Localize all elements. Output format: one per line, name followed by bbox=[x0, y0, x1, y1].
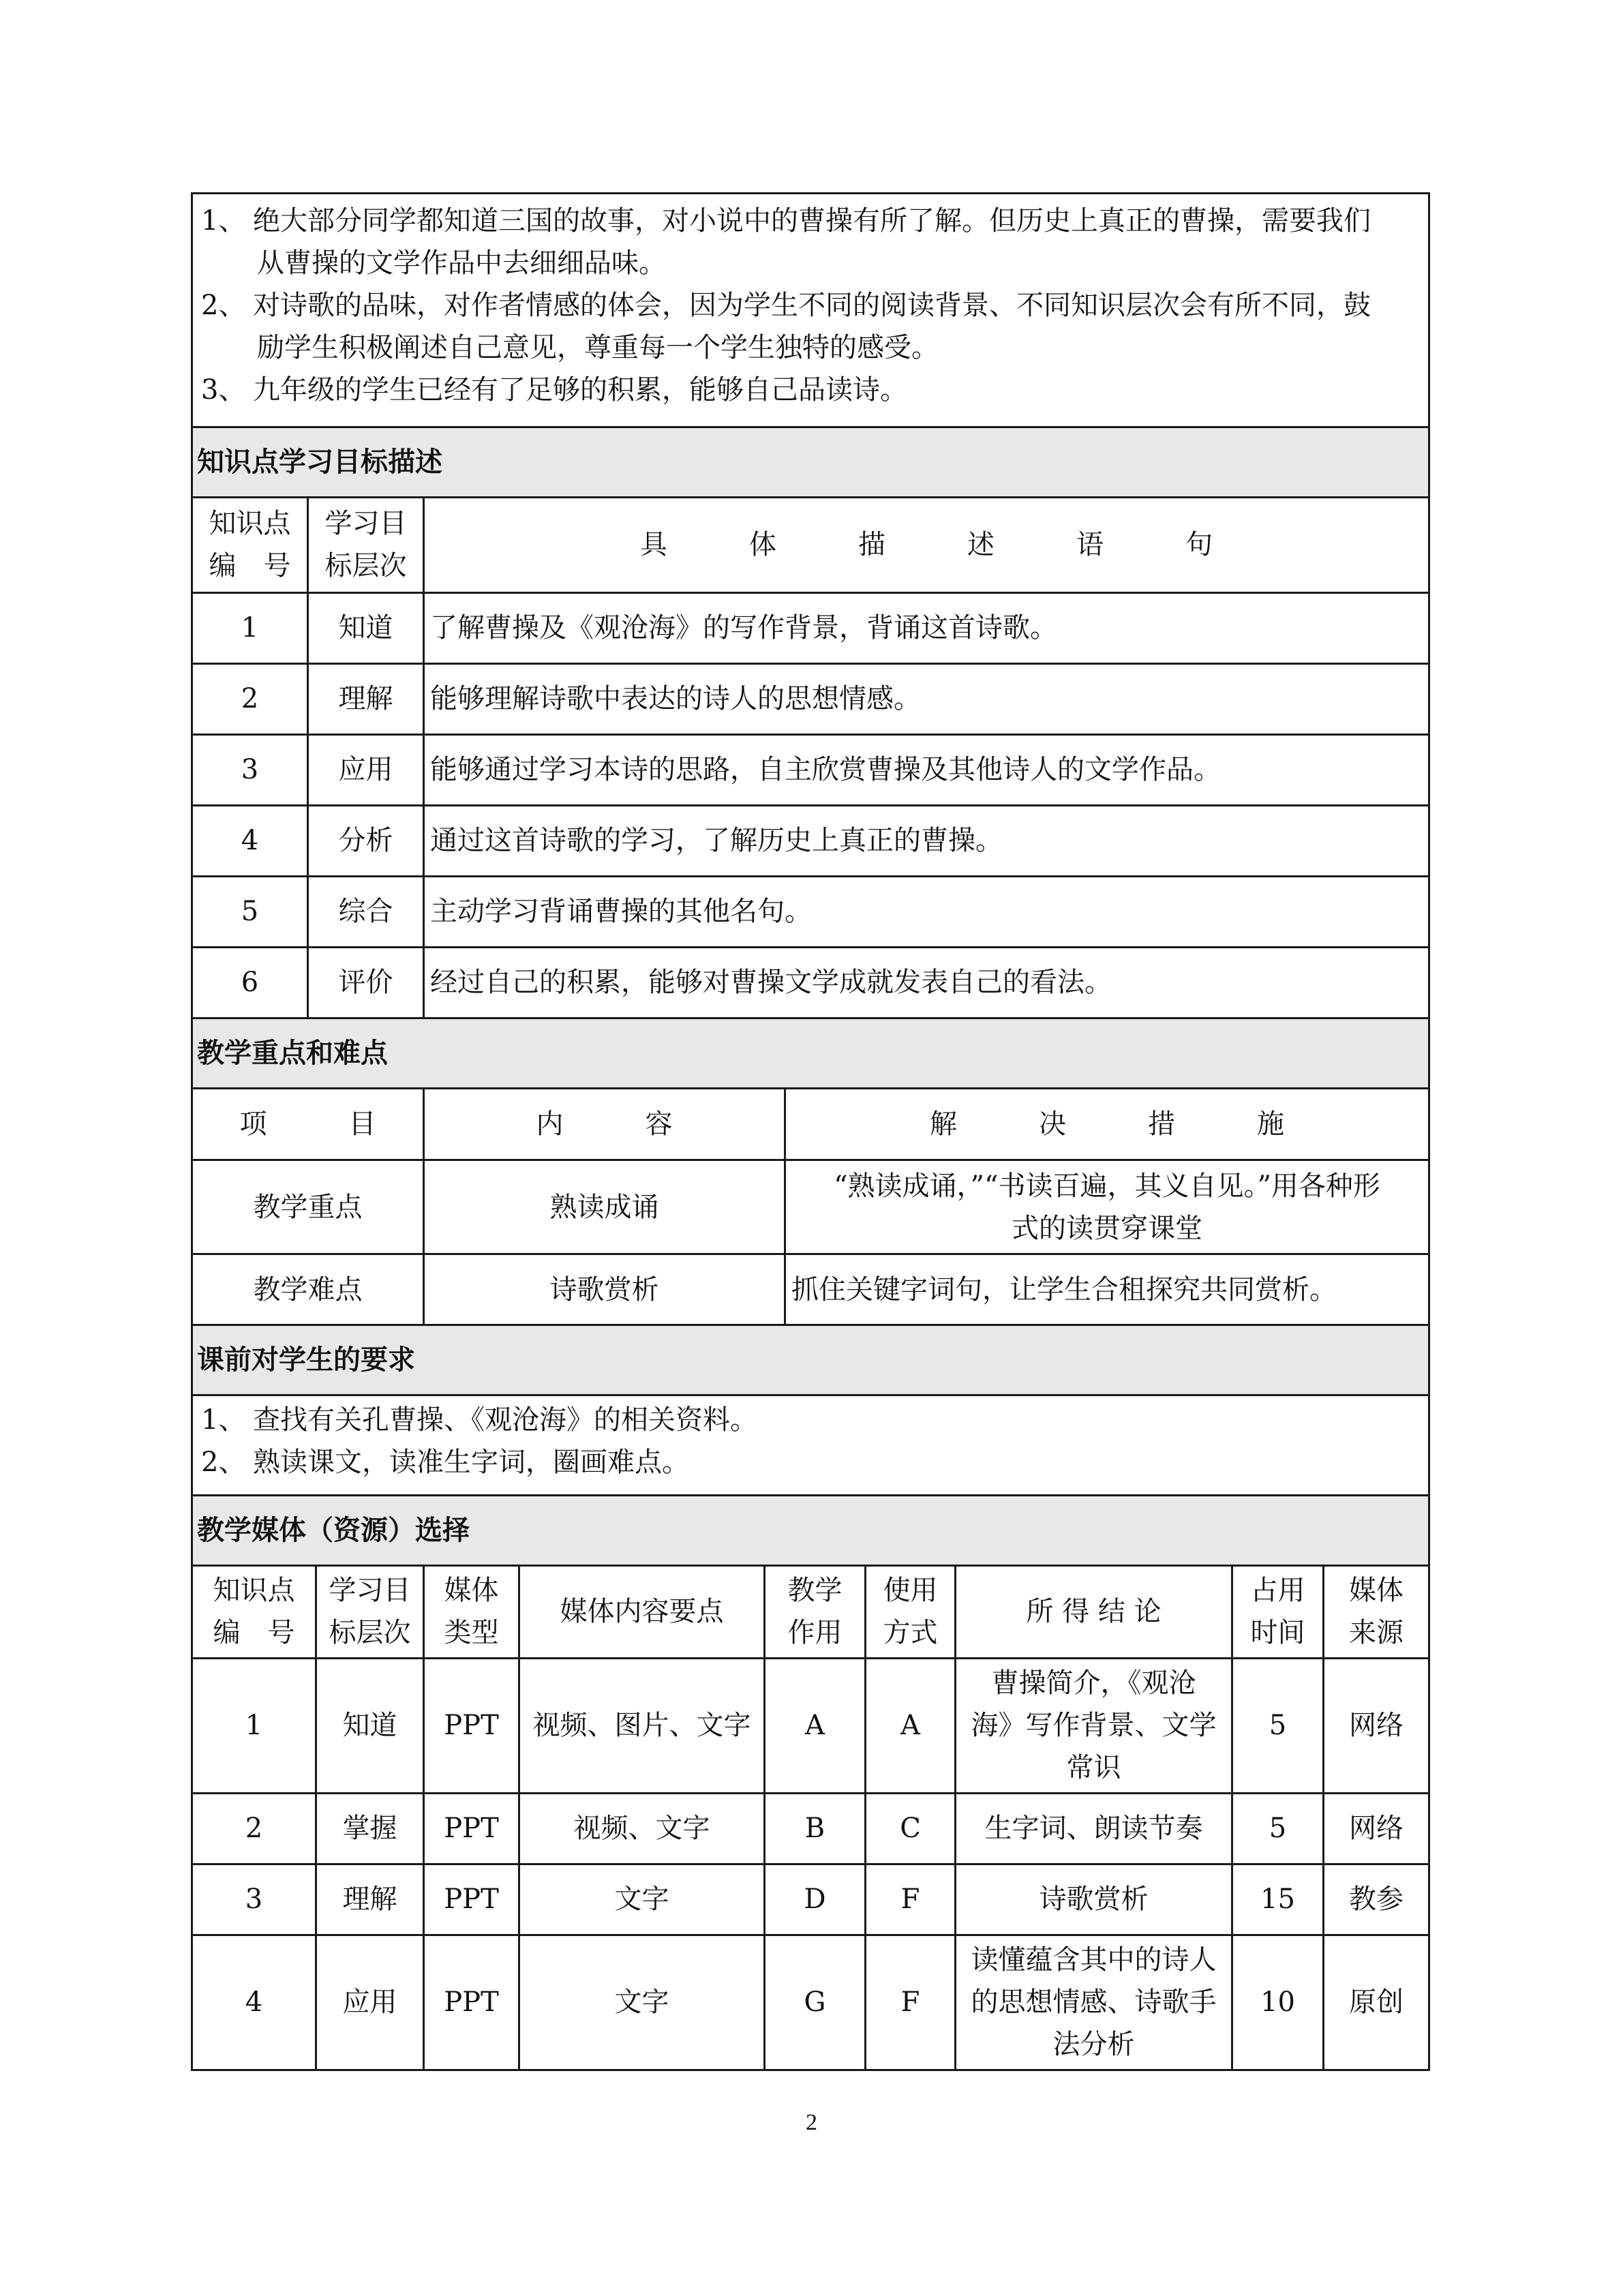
media-time: 15 bbox=[1232, 1864, 1324, 1935]
goal-desc: 能够理解诗歌中表达的诗人的思想情感。 bbox=[424, 663, 1429, 734]
media-level: 知道 bbox=[316, 1658, 424, 1793]
goal-row bbox=[192, 876, 1429, 947]
intro-num: 1、 bbox=[201, 205, 246, 237]
media-row bbox=[192, 1935, 1429, 2070]
intro-text-cont: 励学生积极阐述自己意见，尊重每一个学生独特的感受。 bbox=[257, 332, 939, 363]
goal-row bbox=[192, 734, 1429, 805]
req-cell bbox=[192, 1395, 1429, 1496]
goal-num: 3 bbox=[192, 734, 308, 805]
goal-desc: 主动学习背诵曹操的其他名句。 bbox=[424, 876, 1429, 947]
key-item: 教学重点 bbox=[192, 1160, 424, 1254]
intro-text: 绝大部分同学都知道三国的故事，对小说中的曹操有所了解。但历史上真正的曹操，需要我们 bbox=[253, 205, 1371, 237]
media-result: 读懂蕴含其中的诗人 的思想情感、诗歌手 法分析 bbox=[956, 1935, 1232, 2070]
media-level: 理解 bbox=[316, 1864, 424, 1935]
key-row bbox=[192, 1254, 1429, 1325]
media-content: 文字 bbox=[519, 1935, 765, 2070]
goal-desc: 能够通过学习本诗的思路，自主欣赏曹操及其他诗人的文学作品。 bbox=[424, 734, 1429, 805]
media-role: G bbox=[765, 1935, 866, 2070]
goal-level: 知道 bbox=[308, 592, 424, 663]
key-header-measure: 解 决 措 施 bbox=[785, 1089, 1429, 1160]
goal-level: 应用 bbox=[308, 734, 424, 805]
media-num: 4 bbox=[192, 1935, 316, 2070]
key-content: 熟读成诵 bbox=[424, 1160, 785, 1254]
goal-level: 评价 bbox=[308, 947, 424, 1018]
page-number: 2 bbox=[806, 2110, 817, 2135]
intro-text: 九年级的学生已经有了足够的积累，能够自己品读诗。 bbox=[253, 374, 907, 406]
req-table bbox=[191, 1326, 1430, 1567]
media-role: A bbox=[765, 1658, 866, 1793]
media-source: 原创 bbox=[1324, 1935, 1429, 2070]
section-req-title: 课前对学生的要求 bbox=[192, 1326, 1429, 1395]
section-media-title: 教学媒体（资源）选择 bbox=[192, 1496, 1429, 1566]
media-source: 教参 bbox=[1324, 1864, 1429, 1935]
goals-header-level: 学习目 标层次 bbox=[308, 498, 424, 592]
section-goals-title: 知识点学习目标描述 bbox=[192, 427, 1429, 498]
media-content: 文字 bbox=[519, 1864, 765, 1935]
media-source: 网络 bbox=[1324, 1658, 1429, 1793]
intro-text: 对诗歌的品味，对作者情感的体会，因为学生不同的阅读背景、不同知识层次会有所不同，鼓 bbox=[253, 290, 1371, 321]
goal-num: 2 bbox=[192, 663, 308, 734]
intro-cell bbox=[192, 194, 1429, 427]
section-key-title: 教学重点和难点 bbox=[192, 1019, 1429, 1089]
req-item: 2、 熟读课文，读准生字词，圈画难点。 bbox=[201, 1447, 689, 1478]
media-level: 掌握 bbox=[316, 1793, 424, 1864]
media-time: 5 bbox=[1232, 1793, 1324, 1864]
media-header-level: 学习目 标层次 bbox=[316, 1567, 424, 1658]
goal-num: 4 bbox=[192, 805, 308, 876]
goal-num: 1 bbox=[192, 592, 308, 663]
intro-item bbox=[197, 369, 1424, 411]
key-header-content: 内 容 bbox=[424, 1089, 785, 1160]
media-mode: F bbox=[866, 1935, 956, 2070]
media-time: 10 bbox=[1232, 1935, 1324, 2070]
media-content: 视频、文字 bbox=[519, 1793, 765, 1864]
media-header-content: 媒体内容要点 bbox=[519, 1567, 765, 1658]
key-content: 诗歌赏析 bbox=[424, 1254, 785, 1325]
goal-row bbox=[192, 947, 1429, 1018]
media-row bbox=[192, 1793, 1429, 1864]
goal-desc: 经过自己的积累，能够对曹操文学成就发表自己的看法。 bbox=[424, 947, 1429, 1018]
key-section-table bbox=[191, 1019, 1430, 1089]
goal-desc: 通过这首诗歌的学习，了解历史上真正的曹操。 bbox=[424, 805, 1429, 876]
req-item: 1、 查找有关孔曹操、《观沧海》的相关资料。 bbox=[201, 1404, 757, 1436]
key-table bbox=[191, 1089, 1430, 1327]
goal-row bbox=[192, 663, 1429, 734]
media-result: 生字词、朗读节奏 bbox=[956, 1793, 1232, 1864]
media-num: 3 bbox=[192, 1864, 316, 1935]
media-type: PPT bbox=[424, 1658, 519, 1793]
media-num: 2 bbox=[192, 1793, 316, 1864]
media-header-num: 知识点 编 号 bbox=[192, 1567, 316, 1658]
media-num: 1 bbox=[192, 1658, 316, 1793]
goal-level: 理解 bbox=[308, 663, 424, 734]
key-measure: 抓住关键字词句，让学生合租探究共同赏析。 bbox=[785, 1254, 1429, 1325]
media-row bbox=[192, 1864, 1429, 1935]
key-row bbox=[192, 1160, 1429, 1254]
document-page bbox=[191, 192, 1430, 2071]
intro-text-cont: 从曹操的文学作品中去细细品味。 bbox=[257, 247, 666, 279]
intro-item bbox=[197, 284, 1424, 369]
media-result: 诗歌赏析 bbox=[956, 1864, 1232, 1935]
media-header-mode: 使用 方式 bbox=[866, 1567, 956, 1658]
goal-num: 6 bbox=[192, 947, 308, 1018]
media-header-source: 媒体 来源 bbox=[1324, 1567, 1429, 1658]
key-header-item: 项 目 bbox=[192, 1089, 424, 1160]
goal-num: 5 bbox=[192, 876, 308, 947]
media-row bbox=[192, 1658, 1429, 1793]
goals-table bbox=[191, 498, 1430, 1019]
goals-header-num: 知识点 编 号 bbox=[192, 498, 308, 592]
media-mode: C bbox=[866, 1793, 956, 1864]
intro-table bbox=[191, 192, 1430, 498]
media-type: PPT bbox=[424, 1935, 519, 2070]
media-table bbox=[191, 1567, 1430, 2071]
goal-row bbox=[192, 592, 1429, 663]
goal-level: 分析 bbox=[308, 805, 424, 876]
media-time: 5 bbox=[1232, 1658, 1324, 1793]
media-role: D bbox=[765, 1864, 866, 1935]
media-level: 应用 bbox=[316, 1935, 424, 2070]
media-header-role: 教学 作用 bbox=[765, 1567, 866, 1658]
goal-level: 综合 bbox=[308, 876, 424, 947]
media-header-result: 所 得 结 论 bbox=[956, 1567, 1232, 1658]
media-content: 视频、图片、文字 bbox=[519, 1658, 765, 1793]
media-mode: F bbox=[866, 1864, 956, 1935]
intro-num: 3、 bbox=[201, 374, 246, 406]
goal-desc: 了解曹操及《观沧海》的写作背景，背诵这首诗歌。 bbox=[424, 592, 1429, 663]
media-role: B bbox=[765, 1793, 866, 1864]
media-result: 曹操简介，《观沧 海》写作背景、文学 常识 bbox=[956, 1658, 1232, 1793]
intro-num: 2、 bbox=[201, 290, 246, 321]
media-type: PPT bbox=[424, 1793, 519, 1864]
key-measure: “熟读成诵，”“书读百遍，其义自见。”用各种形 式的读贯穿课堂 bbox=[785, 1160, 1429, 1254]
goals-header-desc: 具 体 描 述 语 句 bbox=[424, 498, 1429, 592]
media-header-time: 占用 时间 bbox=[1232, 1567, 1324, 1658]
intro-item bbox=[197, 200, 1424, 284]
key-item: 教学难点 bbox=[192, 1254, 424, 1325]
media-source: 网络 bbox=[1324, 1793, 1429, 1864]
media-mode: A bbox=[866, 1658, 956, 1793]
goal-row bbox=[192, 805, 1429, 876]
media-header-type: 媒体 类型 bbox=[424, 1567, 519, 1658]
media-type: PPT bbox=[424, 1864, 519, 1935]
